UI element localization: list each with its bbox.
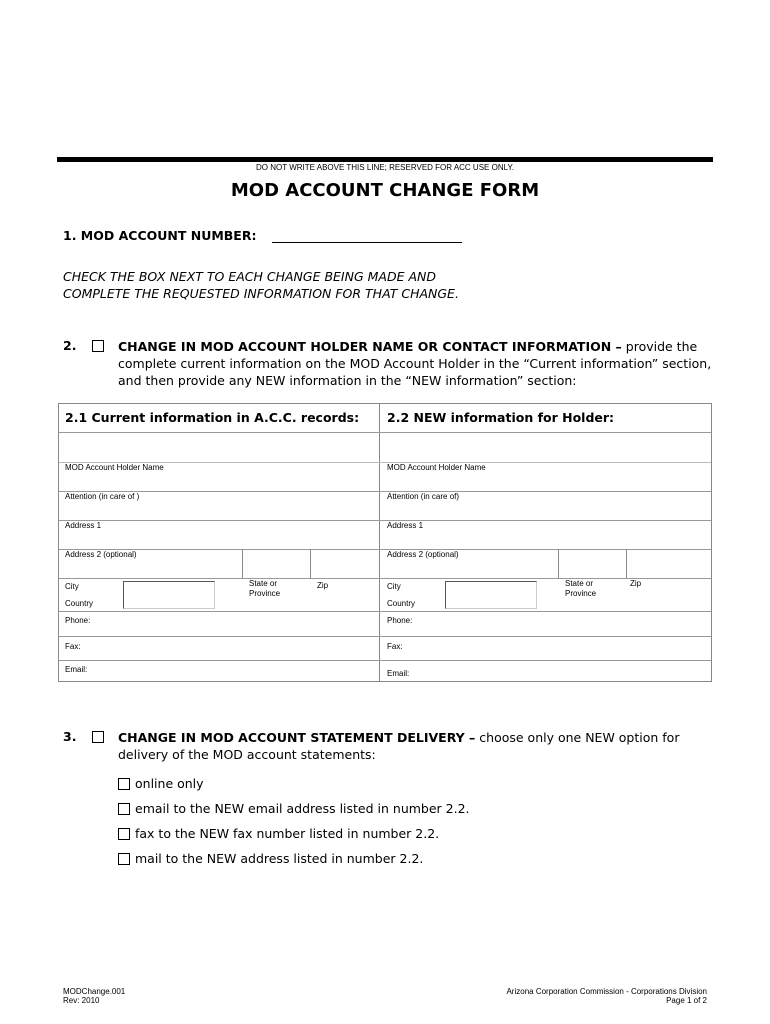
section2-heading: CHANGE IN MOD ACCOUNT HOLDER NAME OR CONTACT INFORMATION – [118,339,622,354]
footer-right [506,987,707,1005]
footer-left [63,987,125,1005]
current-city-label: City [65,582,79,591]
section2-text-1: provide the [621,339,698,354]
delivery-option-label: fax to the NEW fax number listed in number 2.2. [135,826,440,841]
new-city-label: City [387,582,401,591]
footer-revision: Rev: 2010 [63,996,100,1005]
new-country-label: Country [387,599,416,608]
delivery-option-checkbox[interactable] [118,778,130,790]
section3-checkbox[interactable] [92,731,104,743]
current-holder-name-label: MOD Account Holder Name [65,463,164,472]
section3-number: 3. [63,729,77,744]
section3-description [118,729,728,763]
current-info-header: 2.1 Current information in A.C.C. records: [65,410,360,425]
new-city-input[interactable] [445,581,537,609]
footer-agency: Arizona Corporation Commission - Corporations Division [506,987,707,996]
table-line [59,636,711,637]
current-state-label-2: Province [249,589,281,598]
table-line [59,520,711,521]
section2-description [118,338,728,389]
current-zip-label: Zip [317,581,329,590]
section2-number: 2. [63,338,77,353]
new-info-header: 2.2 NEW information for Holder: [387,410,615,425]
delivery-option-mail[interactable] [118,851,423,866]
footer-page-number: Page 1 of 2 [666,996,707,1005]
delivery-option-label: email to the NEW email address listed in number 2.2. [135,801,470,816]
table-divider [242,549,243,578]
table-divider [558,549,559,578]
current-fax-label: Fax: [65,642,81,651]
delivery-option-online[interactable] [118,776,204,791]
delivery-option-label: online only [135,776,204,791]
new-state-label-2: Province [565,589,597,598]
mod-account-number-field[interactable] [272,242,462,243]
table-line [59,578,711,579]
current-email-label: Email: [65,665,88,674]
table-divider [310,549,311,578]
delivery-option-label: mail to the NEW address listed in number 2.2. [135,851,424,866]
table-line [59,549,711,550]
current-city-input[interactable] [123,581,215,609]
new-address1-label: Address 1 [387,521,424,530]
current-attention-label: Attention (in care of ) [65,492,140,501]
new-holder-name-label: MOD Account Holder Name [387,463,486,472]
section3-text-2: delivery of the MOD account statements: [118,747,376,762]
section2-text-2: complete current information on the MOD Account Holder in the “Current information” section, [118,356,712,371]
delivery-option-fax[interactable] [118,826,439,841]
table-center-divider [379,404,380,681]
new-phone-label: Phone: [387,616,413,625]
table-line [59,660,711,661]
current-country-label: Country [65,599,94,608]
footer-form-id: MODChange.001 [63,987,126,996]
current-phone-label: Phone: [65,616,91,625]
instructions-line-2: COMPLETE THE REQUESTED INFORMATION FOR THAT CHANGE. [63,286,459,301]
new-attention-label: Attention (in care of) [387,492,460,501]
top-divider-line [57,157,713,162]
delivery-option-checkbox[interactable] [118,853,130,865]
section3-heading: CHANGE IN MOD ACCOUNT STATEMENT DELIVERY – [118,730,476,745]
table-line [59,432,711,433]
mod-account-number-label: 1. MOD ACCOUNT NUMBER: [63,228,257,243]
new-fax-label: Fax: [387,642,403,651]
table-divider [626,549,627,578]
new-address2-label: Address 2 (optional) [387,550,459,559]
instructions [63,268,459,302]
section2-text-3: and then provide any NEW information in the “NEW information” section: [118,373,577,388]
delivery-option-checkbox[interactable] [118,803,130,815]
new-state-label-1: State or [565,579,594,588]
new-email-label: Email: [387,669,410,678]
current-state-label-1: State or [249,579,278,588]
new-zip-label: Zip [630,579,642,588]
table-line [59,611,711,612]
reserved-notice: DO NOT WRITE ABOVE THIS LINE; RESERVED FOR ACC USE ONLY. [256,163,514,172]
current-address2-label: Address 2 (optional) [65,550,137,559]
holder-info-table [58,403,712,682]
form-title: MOD ACCOUNT CHANGE FORM [230,180,540,201]
section3-text-1: choose only one NEW option for [475,730,680,745]
table-line [59,491,711,492]
delivery-option-checkbox[interactable] [118,828,130,840]
section2-checkbox[interactable] [92,340,104,352]
instructions-line-1: CHECK THE BOX NEXT TO EACH CHANGE BEING MADE AND [63,269,436,284]
delivery-option-email[interactable] [118,801,470,816]
current-address1-label: Address 1 [65,521,102,530]
